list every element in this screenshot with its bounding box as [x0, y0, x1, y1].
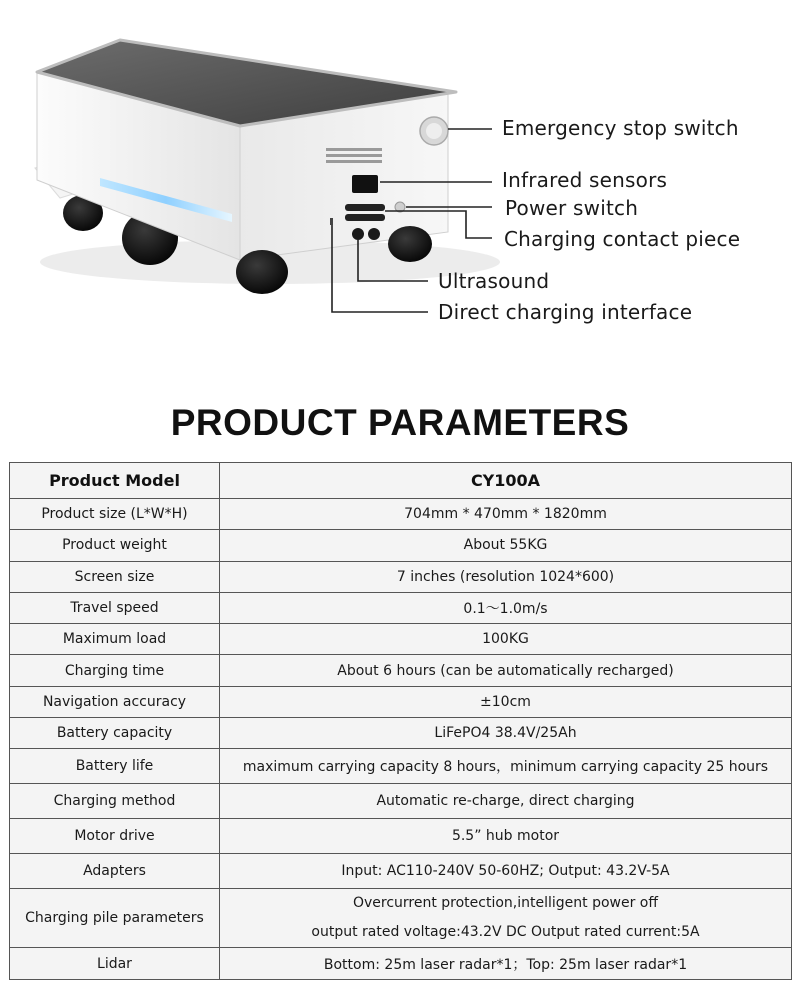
table-row [10, 854, 792, 889]
table-row [10, 655, 792, 686]
row-value: maximum carrying capacity 8 hours，minimum carrying capacity 25 hours [220, 749, 792, 784]
header-value: CY100A [220, 463, 792, 499]
table-row [10, 686, 792, 717]
page-title: PRODUCT PARAMETERS [170, 402, 630, 443]
table-row [10, 819, 792, 854]
header-label: Product Model [10, 463, 220, 499]
row-label: Lidar [10, 948, 220, 979]
table-row [10, 718, 792, 749]
row-label: Product size (L*W*H) [10, 499, 220, 530]
product-parameters-table [9, 462, 792, 980]
row-value: 5.5” hub motor [220, 819, 792, 854]
row-value: ±10cm [220, 686, 792, 717]
table-row [10, 749, 792, 784]
row-value: Bottom: 25m laser radar*1；Top: 25m laser radar*1 [220, 948, 792, 979]
infrared-sensor [352, 175, 378, 193]
row-label: Maximum load [10, 624, 220, 655]
row-value: 0.1～1.0m/s [220, 592, 792, 623]
table-header-row [10, 463, 792, 499]
row-label: Product weight [10, 530, 220, 561]
callout-power-switch: Power switch [505, 196, 639, 220]
callout-direct-charging: Direct charging interface [438, 300, 693, 324]
row-value-line: Overcurrent protection,intelligent power off [352, 895, 659, 912]
row-value: LiFePO4 38.4V/25Ah [220, 718, 792, 749]
table-row [10, 784, 792, 819]
row-value: About 6 hours (can be automatically recharged) [220, 655, 792, 686]
ultrasound-sensor-right [368, 228, 380, 240]
row-label: Charging time [10, 655, 220, 686]
row-value: 7 inches (resolution 1024*600) [220, 561, 792, 592]
row-value [220, 889, 792, 948]
table-row [10, 561, 792, 592]
row-label: Charging pile parameters [10, 889, 220, 948]
table-row [10, 948, 792, 979]
row-value: Input: AC110-240V 50-60HZ; Output: 43.2V-5A [220, 854, 792, 889]
row-value-line: output rated voltage:43.2V DC Output rated current:5A [311, 924, 700, 941]
row-value: About 55KG [220, 530, 792, 561]
callout-emergency-stop: Emergency stop switch [502, 116, 739, 140]
row-label: Adapters [10, 854, 220, 889]
robot-illustration [0, 0, 800, 370]
row-label: Charging method [10, 784, 220, 819]
front-vent [326, 148, 382, 163]
table-row [10, 592, 792, 623]
table-row [10, 530, 792, 561]
callout-ultrasound: Ultrasound [438, 269, 550, 293]
front-left-wheel [236, 250, 288, 294]
charging-contact-top [345, 204, 385, 211]
callout-infrared: Infrared sensors [502, 168, 668, 192]
table-row [10, 889, 792, 948]
front-right-wheel [388, 226, 432, 262]
row-label: Battery life [10, 749, 220, 784]
row-value: 704mm * 470mm * 1820mm [220, 499, 792, 530]
row-label: Navigation accuracy [10, 686, 220, 717]
table-row [10, 624, 792, 655]
table-row [10, 499, 792, 530]
row-label: Motor drive [10, 819, 220, 854]
charging-contact-bottom [345, 214, 385, 221]
callout-charging-contact: Charging contact piece [504, 227, 741, 251]
row-label: Battery capacity [10, 718, 220, 749]
row-value: Automatic re-charge, direct charging [220, 784, 792, 819]
row-label: Travel speed [10, 592, 220, 623]
row-value: 100KG [220, 624, 792, 655]
ultrasound-sensor-left [352, 228, 364, 240]
row-label: Screen size [10, 561, 220, 592]
direct-charging-port [330, 218, 333, 225]
